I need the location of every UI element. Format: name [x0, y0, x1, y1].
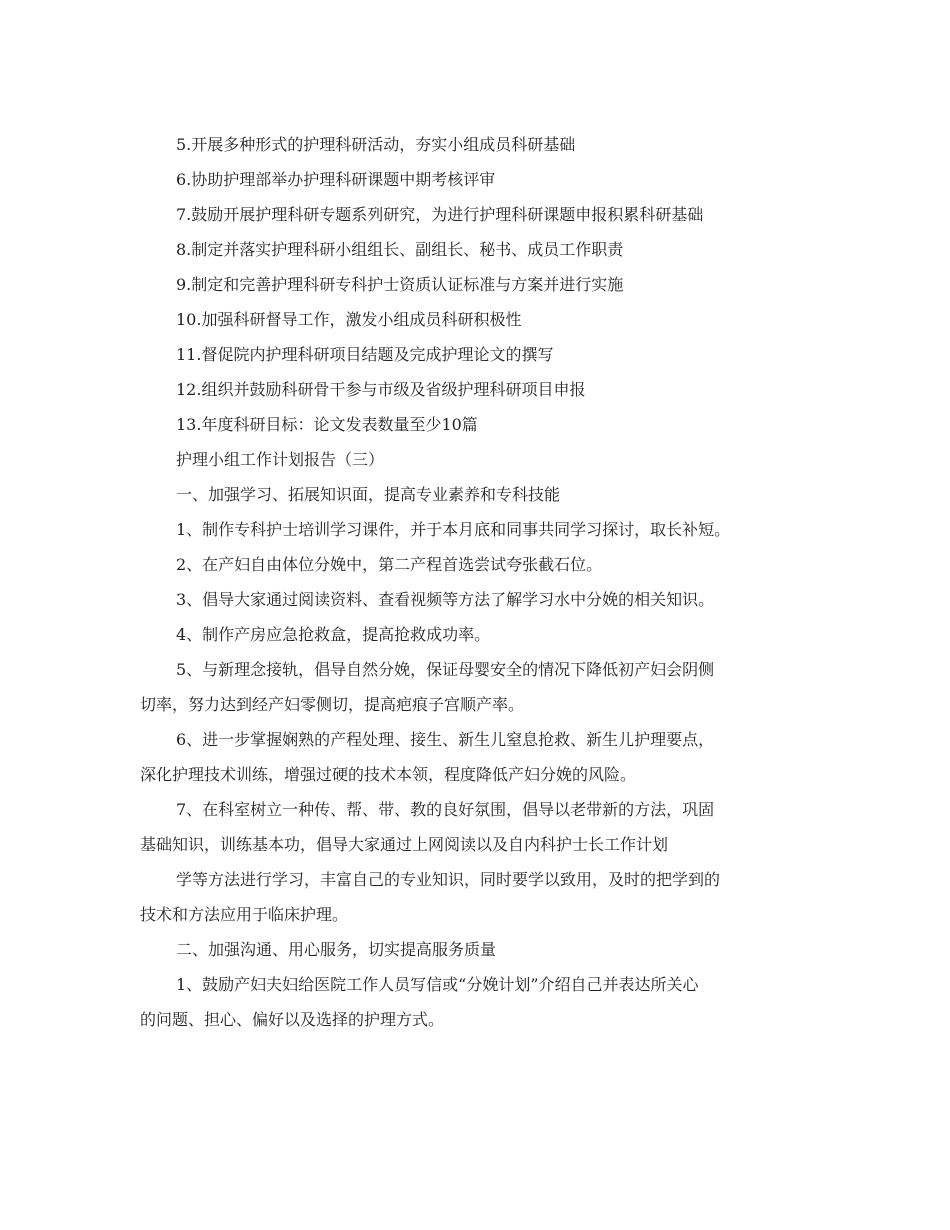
section-title: 护理小组工作计划报告（三）: [176, 450, 385, 469]
paragraph-line: 4、制作产房应急抢救盒，提高抢救成功率。: [176, 625, 491, 644]
paragraph-line: 3、倡导大家通过阅读资料、查看视频等方法了解学习水中分娩的相关知识。: [176, 590, 715, 609]
paragraph-line: 1、制作专科护士培训学习课件，并于本月底和同事共同学习探讨，取长补短。: [176, 520, 731, 539]
paragraph-line: 2、在产妇自由体位分娩中，第二产程首选尝试夸张截石位。: [176, 555, 603, 574]
paragraph-line: 7、在科室树立一种传、帮、带、教的良好氛围，倡导以老带新的方法，巩固: [176, 800, 715, 819]
paragraph-line: 基础知识，训练基本功，倡导大家通过上网阅读以及自内科护士长工作计划: [140, 835, 669, 854]
list-item: 9.制定和完善护理科研专科护士资质认证标准与方案并进行实施: [176, 275, 624, 294]
section-heading: 一、加强学习、拓展知识面，提高专业素养和专科技能: [176, 485, 561, 504]
paragraph-line: 1、鼓励产妇夫妇给医院工作人员写信或“分娩计划”介绍自己并表达所关心: [176, 975, 699, 994]
list-item: 13.年度科研目标：论文发表数量至少10篇: [176, 415, 478, 434]
paragraph-line: 5、与新理念接轨，倡导自然分娩，保证母婴安全的情况下降低初产妇会阴侧: [176, 660, 715, 679]
paragraph-line: 学等方法进行学习，丰富自己的专业知识，同时要学以致用，及时的把学到的: [176, 870, 721, 889]
list-item: 10.加强科研督导工作，激发小组成员科研积极性: [176, 310, 522, 329]
list-item: 12.组织并鼓励科研骨干参与市级及省级护理科研项目申报: [176, 380, 586, 399]
paragraph-line: 6、进一步掌握娴熟的产程处理、接生、新生儿窒息抢救、新生儿护理要点，: [176, 730, 715, 749]
list-item: 8.制定并落实护理科研小组组长、副组长、秘书、成员工作职责: [176, 240, 624, 259]
section-heading: 二、加强沟通、用心服务，切实提高服务质量: [176, 940, 497, 959]
list-item: 6.协助护理部举办护理科研课题中期考核评审: [176, 170, 496, 189]
paragraph-line: 技术和方法应用于临床护理。: [140, 905, 349, 924]
paragraph-line: 切率，努力达到经产妇零侧切，提高疤痕子宫顺产率。: [140, 695, 525, 714]
list-item: 11.督促院内护理科研项目结题及完成护理论文的撰写: [176, 345, 554, 364]
list-item: 7.鼓励开展护理科研专题系列研究，为进行护理科研课题申报积累科研基础: [176, 205, 704, 224]
paragraph-line: 深化护理技术训练，增强过硬的技术本领，程度降低产妇分娩的风险。: [140, 765, 637, 784]
document-body: [140, 127, 812, 1037]
paragraph-line: 的问题、担心、偏好以及选择的护理方式。: [140, 1010, 445, 1029]
list-item: 5.开展多种形式的护理科研活动，夯实小组成员科研基础: [176, 135, 576, 154]
